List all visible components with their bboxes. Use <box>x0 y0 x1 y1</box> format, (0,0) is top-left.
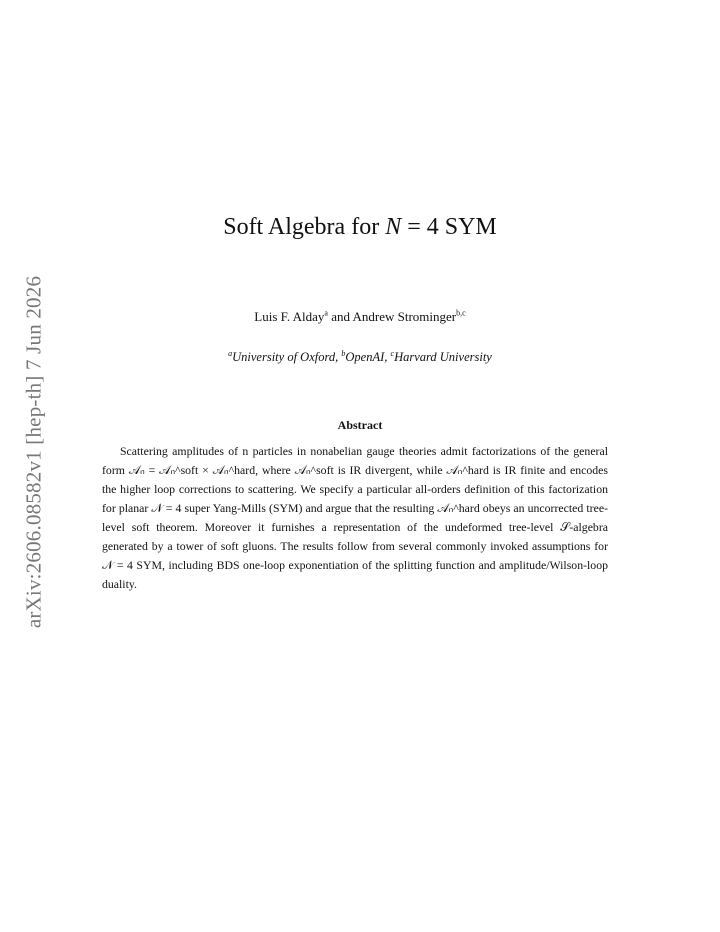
affil-mark-a: a <box>228 348 233 358</box>
author-1-affil-mark: a <box>324 308 328 318</box>
affil-oxford: University of Oxford, <box>232 350 342 364</box>
title-prefix: Soft Algebra for <box>223 214 386 240</box>
affil-harvard: Harvard University <box>394 350 492 364</box>
affil-mark-c: c <box>390 348 395 358</box>
author-joiner: and <box>327 309 353 324</box>
author-2: Andrew Strominger <box>352 309 457 324</box>
title-symbol: N <box>385 214 402 240</box>
abstract-text: Scattering amplitudes of n particles in nonabelian gauge theories admit factorizations of the general form 𝒜ₙ = 𝒜ₙ^soft × 𝒜ₙ^hard, where 𝒜ₙ^soft is IR divergent, while 𝒜ₙ^hard is IR finite and encodes the higher loop corrections to scattering. We specify a particular all-orders definition of this factorization for planar 𝒩 = 4 super Yang-Mills (SYM) and argue that the resulting 𝒜ₙ^hard obeys an uncorrected tree-level soft theorem. Moreover it furnishes a representation of the undeformed tree-level 𝒮-algebra generated by a tower of soft gluons. The results follow from several commonly invoked assumptions for 𝒩 = 4 SYM, including BDS one-loop exponentiation of the splitting function and amplitude/Wilson-loop duality. <box>102 444 608 591</box>
author-1: Luis F. Alday <box>254 309 325 324</box>
abstract-heading: Abstract <box>337 418 383 432</box>
affil-openai: OpenAI, <box>345 350 391 364</box>
affiliations <box>0 350 720 365</box>
paper-title <box>0 214 720 241</box>
author-list <box>0 309 720 325</box>
title-suffix: = 4 SYM <box>401 214 497 240</box>
author-2-affil-mark: b,c <box>456 308 466 318</box>
arxiv-side-stamp: arXiv:2606.08582v1 [hep-th] 7 Jun 2026 <box>21 275 46 629</box>
affil-mark-b: b <box>341 348 346 358</box>
